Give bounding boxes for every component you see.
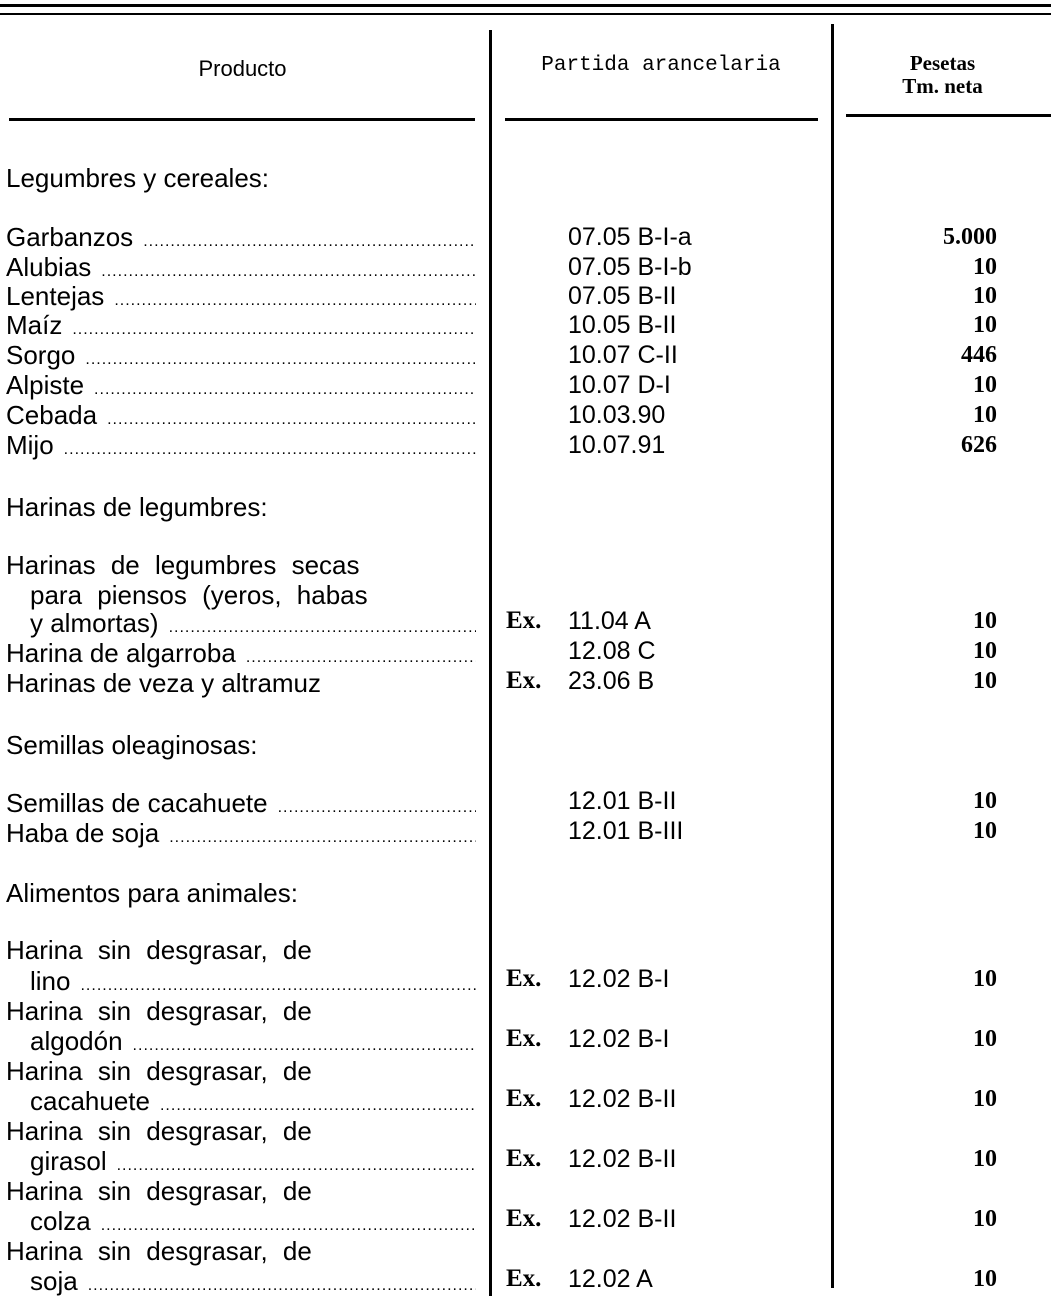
price-value: 10 (973, 818, 997, 844)
price-value: 10 (973, 966, 997, 992)
tariff-code: 10.07 C-II (568, 341, 678, 369)
tariff-code: 12.01 B-II (568, 787, 677, 815)
price-value: 10 (973, 283, 997, 309)
tariff-code: 11.04 A (568, 607, 651, 635)
price-value: 10 (973, 402, 997, 428)
price-value: 5.000 (943, 224, 997, 250)
tariff-code: 12.02 A (568, 1265, 653, 1293)
tariff-code: 23.06 B (568, 667, 655, 695)
price-value: 10 (973, 1266, 997, 1292)
header-price-line2: Tm. neta (902, 74, 983, 98)
product-name: Haba de soja (6, 818, 160, 848)
product-name: Sorgo (6, 340, 76, 370)
product-name: Harina sin desgrasar, de (6, 1116, 312, 1146)
product-name: Garbanzos (6, 222, 134, 252)
price-value: 10 (973, 312, 997, 338)
product-name: Lentejas (6, 281, 105, 311)
price-value: 10 (973, 608, 997, 634)
tariff-code: 07.05 B-II (568, 282, 677, 310)
price-value: 626 (961, 432, 997, 458)
header-underline-price (846, 114, 1051, 117)
header-underline-tariff (505, 118, 818, 121)
tariff-code: 12.01 B-III (568, 817, 684, 845)
product-name: Harina de algarroba (6, 638, 236, 668)
tariff-code: 12.02 B-II (568, 1205, 677, 1233)
product-name-cont: algodón (30, 1026, 123, 1056)
section-title: Alimentos para animales: (6, 878, 298, 908)
ex-prefix: Ex. (506, 1025, 542, 1052)
product-name-cont: colza (30, 1206, 91, 1236)
product-name: Harina sin desgrasar, de (6, 1236, 312, 1266)
section-title: Legumbres y cereales: (6, 163, 270, 193)
header-product: Producto (198, 56, 287, 81)
product-name: Semillas de cacahuete (6, 788, 268, 818)
product-name-cont: para piensos (yeros, habas (30, 580, 368, 610)
price-value: 10 (973, 638, 997, 664)
header-tariff: Partida arancelaria (541, 54, 781, 77)
product-name-cont: girasol (30, 1146, 107, 1176)
product-name: Harina sin desgrasar, de (6, 935, 312, 965)
product-name: Cebada (6, 400, 98, 430)
price-value: 10 (973, 1206, 997, 1232)
tariff-code: 12.02 B-II (568, 1145, 677, 1173)
product-name: Harinas de veza y altramuz (6, 668, 322, 698)
tariff-code: 10.07.91 (568, 431, 666, 459)
product-name-cont: lino (30, 966, 71, 996)
price-value: 10 (973, 372, 997, 398)
tariff-code: 12.02 B-II (568, 1085, 677, 1113)
tariff-code: 07.05 B-I-a (568, 223, 692, 251)
product-name-cont: soja (30, 1266, 78, 1296)
top-rule-1 (0, 4, 1051, 7)
tariff-code: 10.07 D-I (568, 371, 671, 399)
ex-prefix: Ex. (506, 607, 542, 634)
column-divider-1 (489, 30, 492, 1296)
product-name: Harina sin desgrasar, de (6, 1176, 312, 1206)
header-price-line1: Pesetas (909, 51, 976, 75)
price-value: 10 (973, 1026, 997, 1052)
tariff-code: 12.02 B-I (568, 965, 670, 993)
product-name: Harina sin desgrasar, de (6, 996, 312, 1026)
price-value: 446 (961, 342, 997, 368)
ex-prefix: Ex. (506, 1205, 542, 1232)
price-value: 10 (973, 668, 997, 694)
price-value: 10 (973, 788, 997, 814)
tariff-code: 12.02 B-I (568, 1025, 670, 1053)
ex-prefix: Ex. (506, 1145, 542, 1172)
column-divider-2 (831, 24, 834, 1288)
price-value: 10 (973, 1146, 997, 1172)
product-name: Alpiste (6, 370, 85, 400)
price-value: 10 (973, 1086, 997, 1112)
price-value: 10 (973, 254, 997, 280)
tariff-code: 10.03.90 (568, 401, 666, 429)
ex-prefix: Ex. (506, 1265, 542, 1292)
tariff-code: 07.05 B-I-b (568, 253, 692, 281)
tariff-code: 12.08 C (568, 637, 656, 665)
product-name-cont: y almortas) (30, 608, 159, 638)
product-name-cont: cacahuete (30, 1086, 150, 1116)
ex-prefix: Ex. (506, 667, 542, 694)
product-name: Alubias (6, 252, 92, 282)
product-name: Harina sin desgrasar, de (6, 1056, 312, 1086)
section-title: Harinas de legumbres: (6, 492, 268, 522)
product-name: Maíz (6, 310, 63, 340)
ex-prefix: Ex. (506, 965, 542, 992)
top-rule-2 (0, 13, 1051, 15)
ex-prefix: Ex. (506, 1085, 542, 1112)
product-name: Harinas de legumbres secas (6, 550, 360, 580)
section-title: Semillas oleaginosas: (6, 730, 258, 760)
header-underline-product (9, 118, 475, 121)
product-name: Mijo (6, 430, 54, 460)
tariff-code: 10.05 B-II (568, 311, 677, 339)
